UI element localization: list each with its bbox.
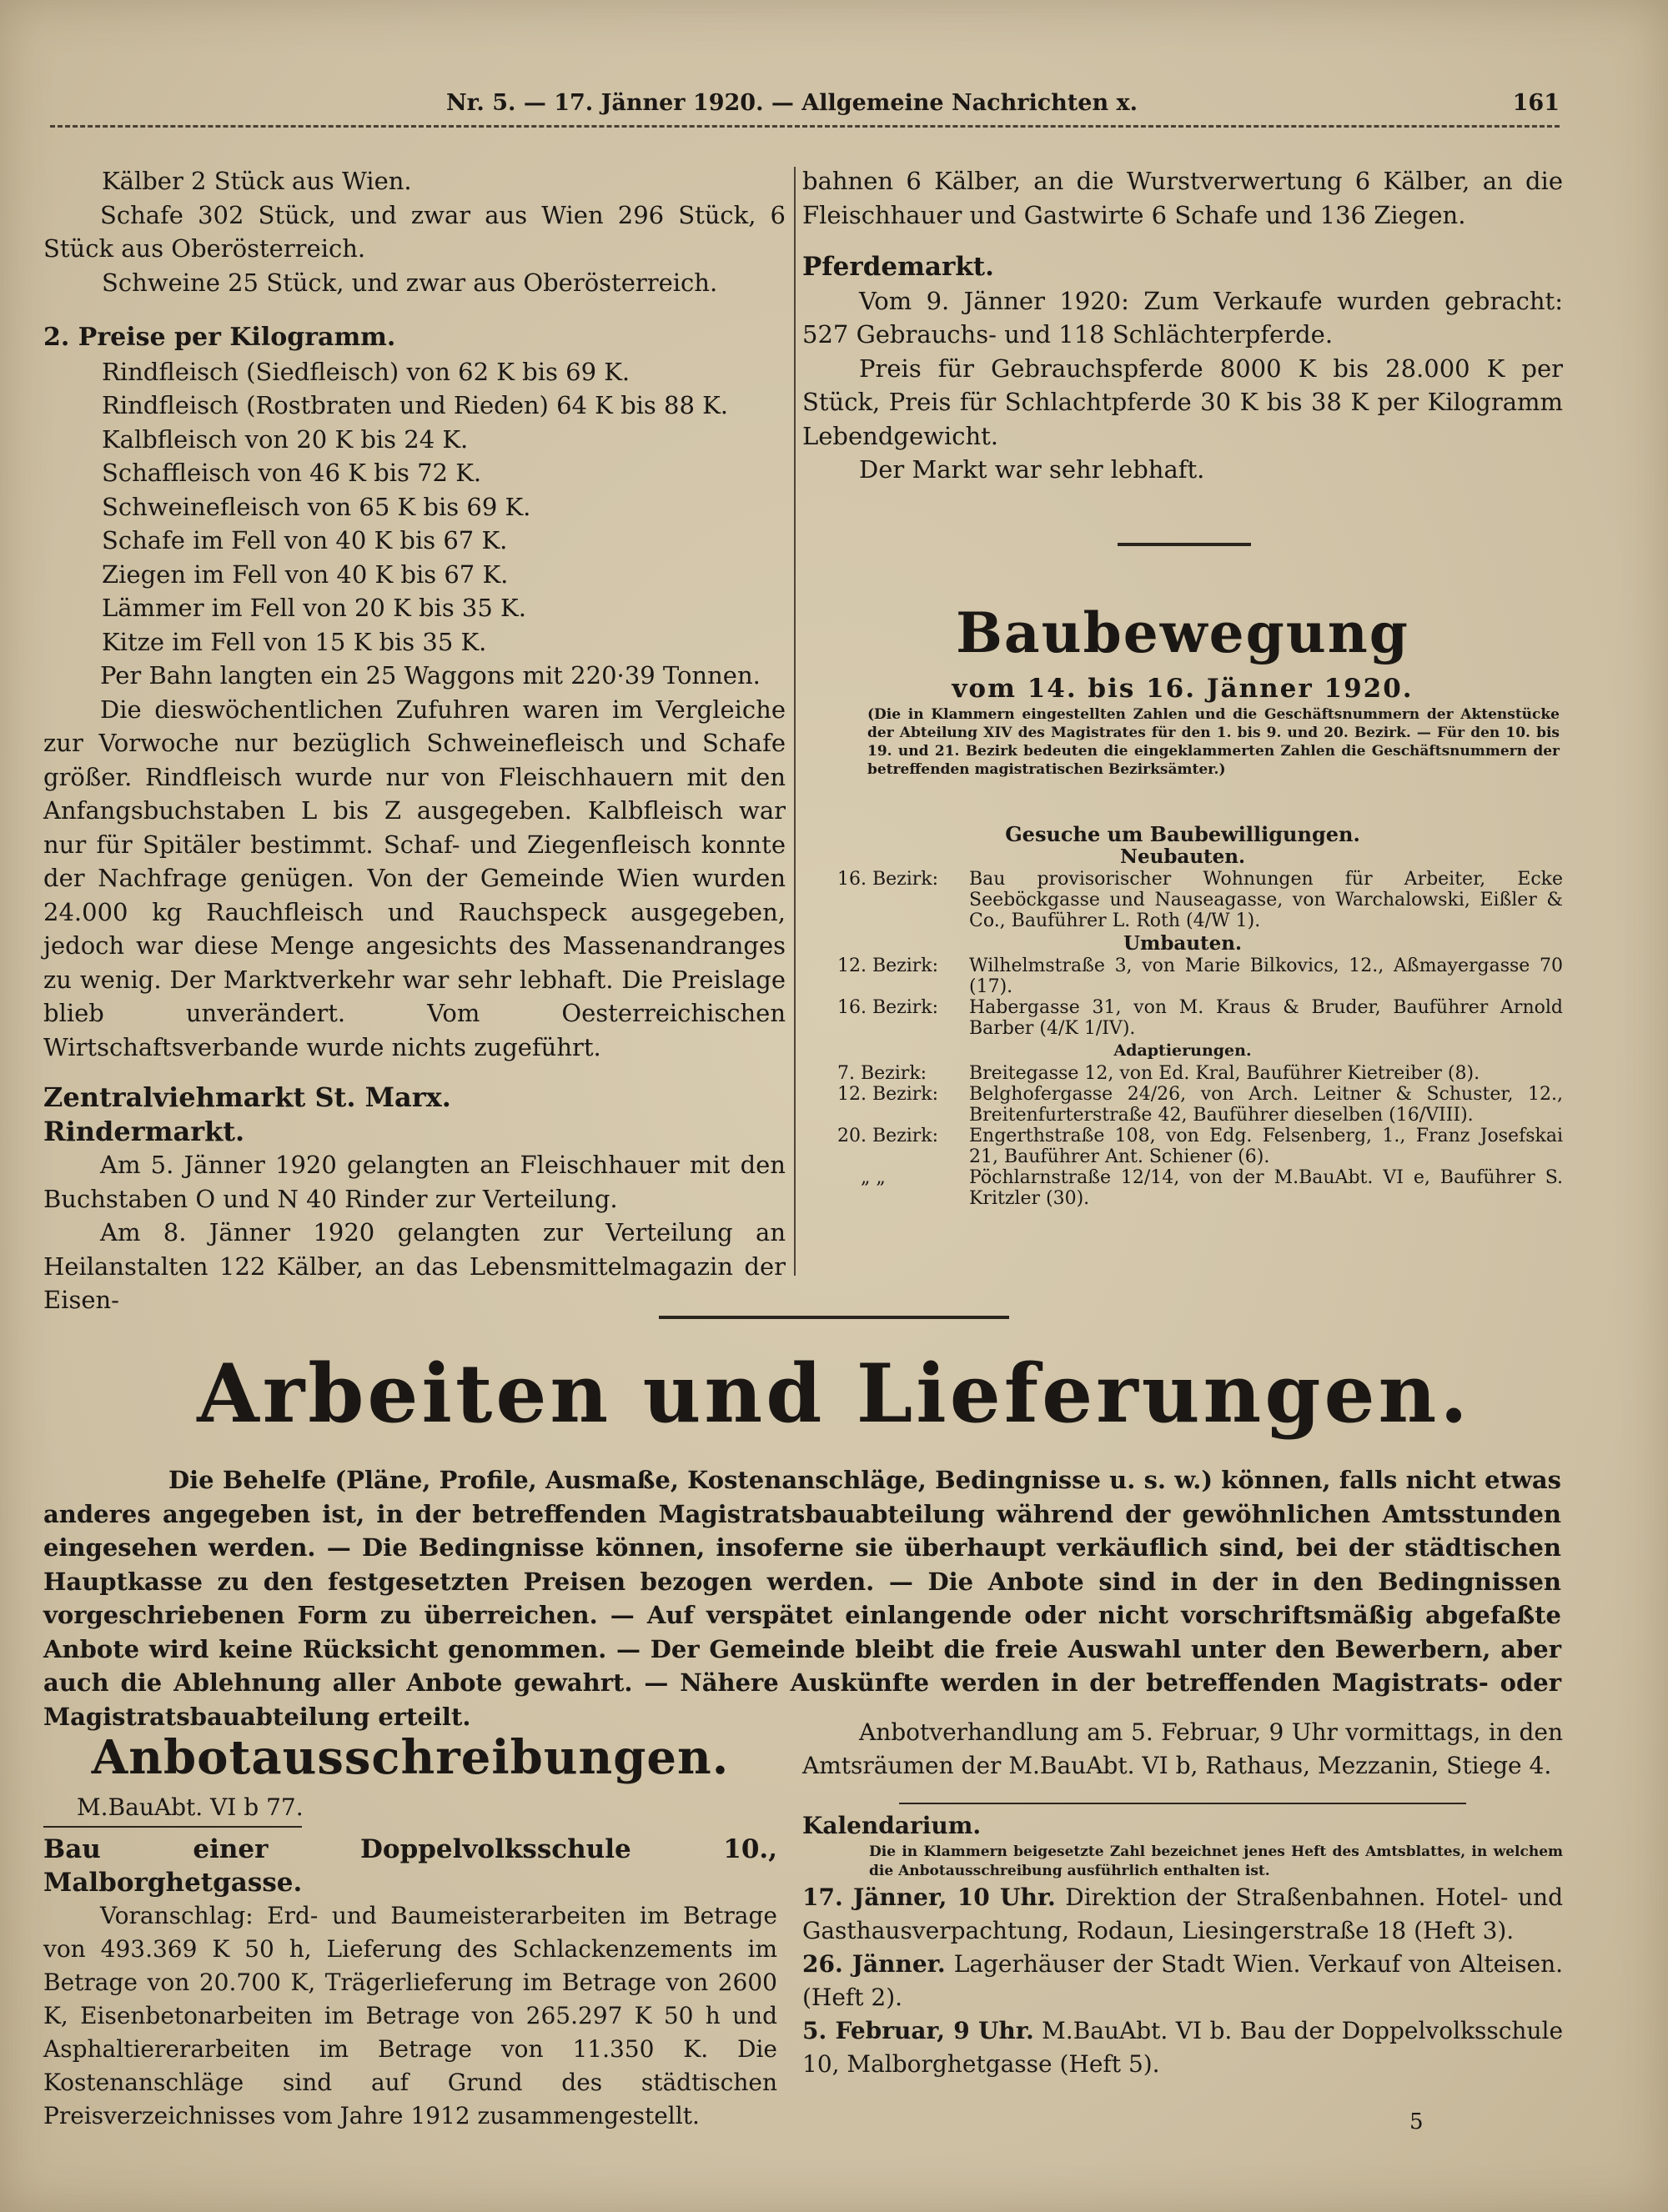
list-item <box>802 1948 1563 2014</box>
intro-paragraph: Die Behelfe (Pläne, Profile, Ausmaße, Kostenanschläge, Bedingnisse u. s. w.) können, falls nicht etwas anderes angegeben ist, in der betreffenden Magistratsbauabteilung während der gewöhnlichen Amtsstunden eingesehen werden. — Die Bedingnisse können, insoferne sie überhaupt verkäuflich sind, bei der städtischen Hauptkasse zu den festgesetzten Preisen bezogen werden. — Die Anbote sind in der in den Bedingnissen vorgeschriebenen Form zu überreichen. — Auf verspätet einlangende oder nicht vorschriftsmäßig abgefaßte Anbote wird keine Rücksicht genommen. — Der Gemeinde bleibt die freie Auswahl unter den Bewerbern, aber auch die Ablehnung aller Anbote gewahrt. — Nähere Auskünfte werden in der betreffenden Magistrats- oder Magistratsbauabteilung erteilt. <box>43 1466 1561 1731</box>
text-line: Schafe 302 Stück, und zwar aus Wien 296 Stück, 6 Stück aus Oberösterreich. <box>43 200 786 263</box>
paragraph-rinder-2: Am 8. Jänner 1920 gelangten zur Verteilung an Heilanstalten 122 Kälber, an das Lebensmittelmagazin der Eisen- <box>43 1218 786 1314</box>
kalendarium-note: Die in Klammern beigesetzte Zahl bezeichnet jenes Heft des Amtsblattes, in welchem die Anbotausschreibung ausführlich enthalten ist. <box>869 1843 1563 1879</box>
list-item <box>802 1126 1563 1167</box>
list-item <box>802 1167 1563 1209</box>
price-line: Schweinefleisch von 65 K bis 69 K. <box>102 492 531 521</box>
bezirk-label: „ „ <box>861 1167 886 1188</box>
bezirk-label: 16. Bezirk: <box>837 869 939 890</box>
reference-rule <box>43 1826 302 1828</box>
paragraph-pferde-1: Vom 9. Jänner 1920: Zum Verkaufe wurden gebracht: 527 Gebrauchs- und 118 Schlächterpferde. <box>802 286 1563 349</box>
list-item <box>802 2014 1563 2081</box>
anbot-column <box>43 1791 777 2133</box>
entry-text: Belghofergasse 24/26, von Arch. Leitner & Schuster, 12., Breitenfurterstraße 42, Bauführer dieselben (16/VIII). <box>969 1084 1563 1126</box>
list-item <box>802 1881 1563 1948</box>
project-title: Bau einer Doppelvolksschule 10., Malborghetgasse. <box>43 1834 777 1898</box>
left-column <box>43 164 786 1317</box>
baubewegung-note: (Die in Klammern eingestellten Zahlen und die Geschäftsnummern der Aktenstücke der Abteilung XIV des Magistrates für den 1. bis 9. und 20. Bezirk. — Für den 10. bis 19. und 21. Bezirk bedeuten die eingeklammerten Zahlen die Geschäftsnummern der betreffenden magistratischen Bezirksämter.) <box>867 706 1560 778</box>
entry-date: 17. Jänner, 10 Uhr. <box>802 1883 1056 1911</box>
gesuche-heading: Gesuche um Baubewilligungen. <box>1005 822 1360 846</box>
price-line: Ziegen im Fell von 40 K bis 67 K. <box>102 559 509 589</box>
entry-text: Breitegasse 12, von Ed. Kral, Bauführer Kietreiber (8). <box>969 1063 1480 1084</box>
bezirk-label: 7. Bezirk: <box>837 1063 927 1084</box>
entry-text: Bau provisorischer Wohnungen für Arbeiter, Ecke Seeböckgasse und Nauseagasse, von Warchalowski, Eißler & Co., Bauführer L. Roth (4/W 1). <box>969 869 1563 931</box>
price-line: Kalbfleisch von 20 K bis 24 K. <box>102 424 469 454</box>
anbotausschreibungen-title: Anbotausschreibungen. <box>91 1730 730 1785</box>
price-line: Kitze im Fell von 15 K bis 35 K. <box>102 627 487 656</box>
header-rule <box>50 125 1560 128</box>
pferdemarkt-heading: Pferdemarkt. <box>802 252 994 282</box>
price-line: Schaffleisch von 46 K bis 72 K. <box>102 459 482 487</box>
project-body: Voranschlag: Erd- und Baumeisterarbeiten im Betrage von 493.369 K 50 h, Lieferung des Schlackenzements im Betrage von 20.700 K, Trägerlieferung im Betrage von 2600 K, Eisenbetonarbeiten im Betrage von 265.297 K 50 h und Asphaltiererarbeiten im Betrage von 11.350 K. Die Kostenanschläge sind auf Grund des städtischen Preisverzeichnisses vom Jahre 1912 zusammengestellt. <box>43 1902 777 2129</box>
signature-mark: 5 <box>1409 2109 1424 2134</box>
kalendarium-title: Kalendarium. <box>802 1812 982 1839</box>
baubewegung-subtitle: vom 14. bis 16. Jänner 1920. <box>952 674 1414 704</box>
arbeiten-title: Arbeiten und Lieferungen. <box>197 1347 1471 1441</box>
section-rule <box>659 1316 1009 1319</box>
entry-text: Wilhelmstraße 3, von Marie Bilkovics, 12., Aßmayergasse 70 (17). <box>969 956 1563 997</box>
issue-line: Nr. 5. — 17. Jänner 1920. — Allgemeine Nachrichten x. <box>446 89 1138 116</box>
kalendarium-rule <box>899 1803 1466 1804</box>
entry-text: Engerthstraße 108, von Edg. Felsenberg, 1., Franz Josefskai 21, Bauführer Ant. Schiener (6). <box>969 1126 1563 1167</box>
entry-text: M.BauAbt. VI b. Bau der Doppelvolksschule 10, Malborghetgasse (Heft 5). <box>802 2017 1564 2078</box>
baubewegung-list <box>802 819 1563 1209</box>
bezirk-label: 12. Bezirk: <box>837 956 939 976</box>
price-line: Rindfleisch (Rostbraten und Rieden) 64 K bis 88 K. <box>102 391 729 419</box>
text-line: Schweine 25 Stück, und zwar aus Oberösterreich. <box>102 268 718 297</box>
entry-text: Lagerhäuser der Stadt Wien. Verkauf von Alteisen. (Heft 2). <box>802 1950 1563 2011</box>
anbotverhandlung: Anbotverhandlung am 5. Februar, 9 Uhr vormittags, in den Amtsräumen der M.BauAbt. VI b, Rathaus, Mezzanin, Stiege 4. <box>802 1718 1563 1779</box>
entry-date: 26. Jänner. <box>802 1950 946 1978</box>
page-number: 161 <box>1512 89 1560 116</box>
price-line: Lämmer im Fell von 20 K bis 35 K. <box>102 594 526 622</box>
paragraph-zufuhren: Die dieswöchentlichen Zufuhren waren im Vergleiche zur Vorwoche nur bezüglich Schweinefleisch und Schafe größer. Rindfleisch wurde nur von Fleischhauern mit den Anfangsbuchstaben L bis Z ausgegeben. Kalbfleisch war nur für Spitäler bestimmt. Schaf- und Ziegenfleisch konnte der Nachfrage genügen. Von der Gemeinde Wien wurden 24.000 kg Rauchfleisch und Rauchspeck ausgegeben, jedoch war diese Menge angesichts des Massenandranges zu wenig. Der Marktverkehr war sehr lebhaft. Die Preislage blieb unverändert. Vom Oesterreichischen Wirtschaftsverbande wurde nichts zugeführt. <box>43 695 786 1061</box>
arbeiten-intro <box>43 1463 1561 1733</box>
paragraph-pferde-3: Der Markt war sehr lebhaft. <box>859 455 1205 484</box>
umbauten-heading: Umbauten. <box>1123 932 1243 955</box>
paragraph-continuation: bahnen 6 Kälber, an die Wurstverwertung 6 Kälber, an die Fleischhauer und Gastwirte 6 Schafe und 136 Ziegen. <box>802 167 1563 229</box>
adaptierungen-heading: Adaptierungen. <box>1113 1041 1252 1060</box>
list-item <box>802 1084 1563 1126</box>
list-item <box>802 1063 1563 1084</box>
right-bottom-column <box>802 1716 1563 2081</box>
section-rule <box>1118 543 1251 546</box>
bezirk-label: 16. Bezirk: <box>837 997 939 1018</box>
price-line: Schafe im Fell von 40 K bis 67 K. <box>102 526 508 554</box>
prices-heading: 2. Preise per Kilogramm. <box>43 323 396 352</box>
bezirk-label: 12. Bezirk: <box>837 1084 939 1105</box>
paragraph-rinder-1: Am 5. Jänner 1920 gelangten an Fleischhauer mit den Buchstaben O und N 40 Rinder zur Verteilung. <box>43 1151 786 1213</box>
column-divider <box>794 167 796 1276</box>
bezirk-label: 20. Bezirk: <box>837 1126 939 1146</box>
entry-date: 5. Februar, 9 Uhr. <box>802 2017 1034 2044</box>
entry-text: Habergasse 31, von M. Kraus & Bruder, Bauführer Arnold Barber (4/K 1/IV). <box>969 997 1563 1039</box>
zentralviehmarkt-heading: Zentralviehmarkt St. Marx. <box>43 1081 451 1113</box>
list-item <box>802 869 1563 931</box>
price-line: Rindfleisch (Siedfleisch) von 62 K bis 69 K. <box>102 357 631 386</box>
text-line: Kälber 2 Stück aus Wien. <box>102 167 412 195</box>
rindermarkt-heading: Rindermarkt. <box>43 1115 245 1147</box>
list-item <box>802 997 1563 1039</box>
entry-text: Direktion der Straßenbahnen. Hotel- und Gasthausverpachtung, Rodaun, Liesingerstraße 18 (Heft 3). <box>802 1883 1563 1944</box>
entry-text: Pöchlarnstraße 12/14, von der M.BauAbt. VI e, Bauführer S. Kritzler (30). <box>969 1167 1563 1209</box>
baubewegung-title: Baubewegung <box>956 600 1409 665</box>
right-column <box>802 164 1563 487</box>
list-item <box>802 956 1563 997</box>
reference-number: M.BauAbt. VI b 77. <box>77 1793 304 1821</box>
paragraph-pferde-2: Preis für Gebrauchspferde 8000 K bis 28.000 K per Stück, Preis für Schlachtpferde 30 K bis 38 K per Kilogramm Lebendgewicht. <box>802 354 1563 450</box>
paragraph-bahn: Per Bahn langten ein 25 Waggons mit 220·39 Tonnen. <box>100 661 761 690</box>
page-header <box>446 83 1560 122</box>
neubauten-heading: Neubauten. <box>1119 845 1246 868</box>
